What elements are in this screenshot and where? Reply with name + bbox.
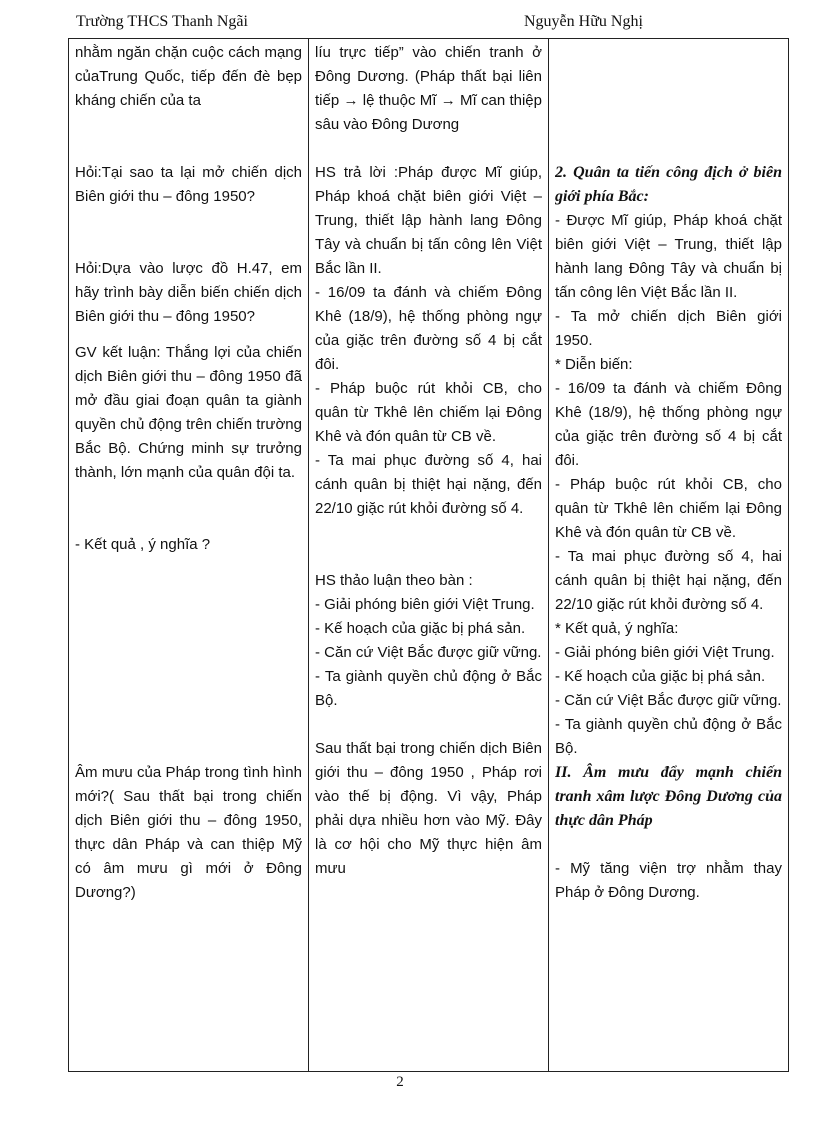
table-row [69, 39, 789, 1072]
section-heading: 2. Quân ta tiến công địch ở biên giới phía Bắc: [555, 164, 782, 205]
content-item: - Căn cứ Việt Bắc được giữ vững. [555, 692, 782, 709]
content-item: - Ta mai phục đường số 4, hai cánh quân bị thiệt hại nặng, đến 22/10 giặc rút khỏi đường số 4. [555, 548, 782, 613]
section-heading: II. Âm mưu đẩy mạnh chiến tranh xâm lược Đông Dương của thực dân Pháp [555, 764, 782, 829]
page-number: 2 [396, 1074, 404, 1090]
col2-item: - Ta mai phục đường số 4, hai cánh quân bị thiệt hại nặng, đến 22/10 giặc rút khỏi đường số 4. [315, 452, 542, 517]
header-school: Trường THCS Thanh Ngãi [76, 13, 248, 30]
content-column [549, 39, 789, 1072]
content-item: - Kế hoạch của giặc bị phá sản. [555, 668, 766, 685]
content-item: - Giải phóng biên giới Việt Trung. [555, 644, 775, 661]
content-item: - Được Mĩ giúp, Pháp khoá chặt biên giới Việt – Trung, thiết lập hành lang Đông Tây và chuẩn bị tấn công lên Việt Bắc lần II. [555, 212, 782, 301]
col2-item: - Ta giành quyền chủ động ở Bắc Bộ. [315, 668, 542, 709]
student-column [309, 39, 549, 1072]
content-item: * Kết quả, ý nghĩa: [555, 620, 679, 637]
content-item: - Pháp buộc rút khỏi CB, cho quân từ Tkhê lên chiếm lại Đông Khê và đón quân từ CB về. [555, 476, 782, 541]
col1-question: Hỏi:Tại sao ta lại mở chiến dịch Biên giới thu – đông 1950? [75, 164, 302, 205]
col2-item: - Giải phóng biên giới Việt Trung. [315, 596, 535, 613]
col1-question: - Kết quả , ý nghĩa ? [75, 536, 211, 553]
col2-answer: HS trả lời :Pháp được Mĩ giúp, Pháp khoá chặt biên giới Việt – Trung, thiết lập hành lang Đông Tây và chuẩn bị tấn công lên Việt Bắc lần II. [315, 164, 542, 277]
col2-item: - 16/09 ta đánh và chiếm Đông Khê (18/9), hệ thống phòng ngự của giặc trên đường số 4 bị cắt đôi. [315, 284, 542, 373]
col2-item: - Căn cứ Việt Bắc được giữ vững. [315, 644, 542, 661]
content-item: - Ta mở chiến dịch Biên giới 1950. [555, 308, 782, 349]
col2-item: - Pháp buộc rút khỏi CB, cho quân từ Tkhê lên chiếm lại Đông Khê và đón quân từ CB về. [315, 380, 542, 445]
content-item: * Diễn biến: [555, 356, 633, 373]
content-item: - Mỹ tăng viện trợ nhằm thay Pháp ở Đông Dương. [555, 860, 782, 901]
lesson-table [68, 38, 789, 1072]
col2-para: líu trực tiếp” vào chiến tranh ở Đông Dương. (Pháp thất bại liên tiếp → lệ thuộc Mĩ → Mĩ can thiệp sâu vào Đông Dương [315, 44, 542, 133]
col1-question: Âm mưu của Pháp trong tình hình mới?( Sau thất bại trong chiến dịch Biên giới thu – đông 1950, thực dân Pháp và can thiệp Mỹ có âm mưu gì mới ở Đông Dương?) [75, 764, 302, 901]
col1-para: nhằm ngăn chặn cuộc cách mạng củaTrung Quốc, tiếp đến đè bẹp kháng chiến của ta [75, 44, 302, 109]
col1-question: Hỏi:Dựa vào lược đồ H.47, em hãy trình bày diễn biến chiến dịch Biên giới thu – đông 1950? [75, 260, 302, 325]
col2-discussion: HS thảo luận theo bàn : [315, 572, 473, 589]
header-author: Nguyễn Hữu Nghị [524, 13, 643, 30]
content-item: - Ta giành quyền chủ động ở Bắc Bộ. [555, 716, 782, 757]
col1-conclusion: GV kết luận: Thắng lợi của chiến dịch Biên giới thu – đông 1950 đã mở đầu giai đoạn quân ta giành quyền chủ động trên chiến trường Bắc Bộ. Chứng minh sự trưởng thành, lớn mạnh của quân đội ta. [75, 344, 302, 481]
col2-para: Sau thất bại trong chiến dịch Biên giới thu – đông 1950 , Pháp rơi vào thế bị động. Vì vậy, Pháp phải dựa nhiều hơn vào Mỹ. Đây là cơ hội cho Mỹ thực hiện âm mưu [315, 740, 542, 877]
teacher-column [69, 39, 309, 1072]
col2-item: - Kế hoạch của giặc bị phá sản. [315, 620, 526, 637]
content-item: - 16/09 ta đánh và chiếm Đông Khê (18/9), hệ thống phòng ngự của giặc trên đường số 4 bị cắt đôi. [555, 380, 782, 469]
